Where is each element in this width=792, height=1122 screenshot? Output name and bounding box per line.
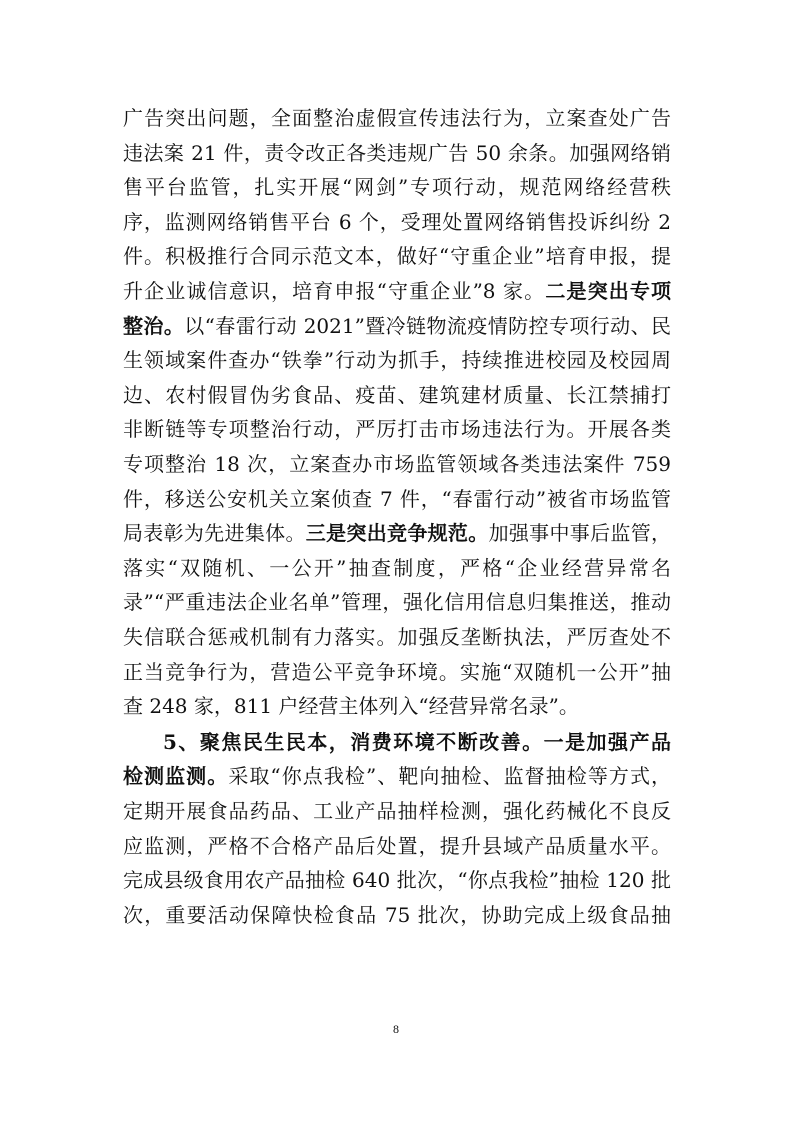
text-line — [123, 413, 671, 445]
text-segment: 广告突出问题，全面整治虚假宣传违法行为，立案查处广告 — [123, 106, 671, 130]
text-line — [123, 102, 671, 134]
text-segment: 次，重要活动保障快检食品 75 批次，协助完成上级食品抽 — [123, 902, 671, 927]
text-line — [123, 310, 671, 342]
text-segment: 升企业诚信意识，培育申报“守重企业”8 家。 — [123, 279, 546, 303]
text-segment: 应监测，严格不合格产品后处置，提升县域产品质量水平。 — [123, 833, 671, 858]
text-segment: 查 248 家，811 户经营主体列入“经营异常名录”。 — [123, 694, 579, 719]
bold-text-segment: 二是突出专项 — [545, 279, 672, 303]
bold-text-segment: 整治。 — [123, 313, 185, 338]
page-number: 8 — [393, 1022, 399, 1036]
text-segment: 边、农村假冒伪劣食品、疫苗、建筑建材质量、长江禁捕打 — [123, 382, 671, 407]
text-line — [123, 656, 671, 688]
text-line — [123, 795, 671, 827]
text-segment: 完成县级食用农产品抽检 640 批次，“你点我检”抽检 120 批 — [123, 868, 671, 893]
text-line — [123, 379, 671, 411]
text-line — [123, 899, 671, 931]
text-segment: 失信联合惩戒机制有力落实。加强反垄断执法，严厉查处不 — [123, 625, 671, 649]
text-line — [123, 586, 671, 618]
text-line — [123, 621, 671, 653]
text-line — [123, 552, 671, 584]
text-line — [123, 517, 671, 549]
text-line — [123, 344, 671, 376]
text-segment: 违法案 21 件，责令改正各类违规广告 50 余条。加强网络销 — [123, 140, 671, 165]
text-segment: 落实“双随机、一公开”抽查制度，严格“企业经营异常名 — [123, 555, 671, 580]
text-segment: 售平台监管，扎实开展“网剑”专项行动，规范网络经营秩 — [123, 175, 671, 200]
text-line — [123, 830, 671, 862]
text-line — [123, 137, 671, 169]
text-segment: 局表彰为先进集体。 — [123, 521, 306, 546]
text-line — [123, 448, 671, 480]
text-line — [123, 864, 671, 896]
text-line — [123, 483, 671, 515]
text-segment: 序，监测网络销售平台 6 个，受理处置网络销售投诉纠纷 2 — [123, 209, 671, 234]
text-segment: 录”“严重违法企业名单”管理，强化信用信息归集推送，推动 — [123, 590, 671, 615]
text-segment: 定期开展食品药品、工业产品抽样检测，强化药械化不良反 — [123, 799, 671, 823]
text-segment: 件。积极推行合同示范文本，做好“守重企业”培育申报，提 — [123, 244, 671, 269]
text-segment: 件，移送公安机关立案侦查 7 件，“春雷行动”被省市场监管 — [123, 486, 671, 511]
text-segment: 采取“你点我检”、靶向抽检、监督抽检等方式， — [228, 764, 672, 789]
text-line — [123, 690, 671, 722]
bold-text-segment: 5、聚焦民生民本，消费环境不断改善。一是加强产品 — [163, 729, 671, 754]
text-line — [123, 275, 671, 307]
text-segment: 专项整治 18 次，立案查办市场监管领域各类违法案件 759 — [123, 452, 671, 476]
text-line — [123, 171, 671, 203]
text-segment: 以“春雷行动 2021”暨冷链物流疫情防控专项行动、民 — [184, 313, 671, 338]
bold-text-segment: 三是突出竞争规范。 — [305, 521, 489, 546]
bold-text-segment: 检测监测。 — [123, 764, 229, 789]
text-line — [123, 240, 671, 272]
text-line — [123, 760, 671, 792]
text-line — [123, 206, 671, 238]
text-segment: 正当竞争行为，营造公平竞争环境。实施“双随机一公开”抽 — [123, 659, 671, 684]
text-segment: 生领域案件查办“铁拳”行动为抓手，持续推进校园及校园周 — [123, 348, 671, 373]
text-segment: 加强事中事后监管， — [488, 521, 672, 546]
text-segment: 非断链等专项整治行动，严厉打击市场违法行为。开展各类 — [123, 417, 671, 442]
text-line — [163, 726, 671, 758]
